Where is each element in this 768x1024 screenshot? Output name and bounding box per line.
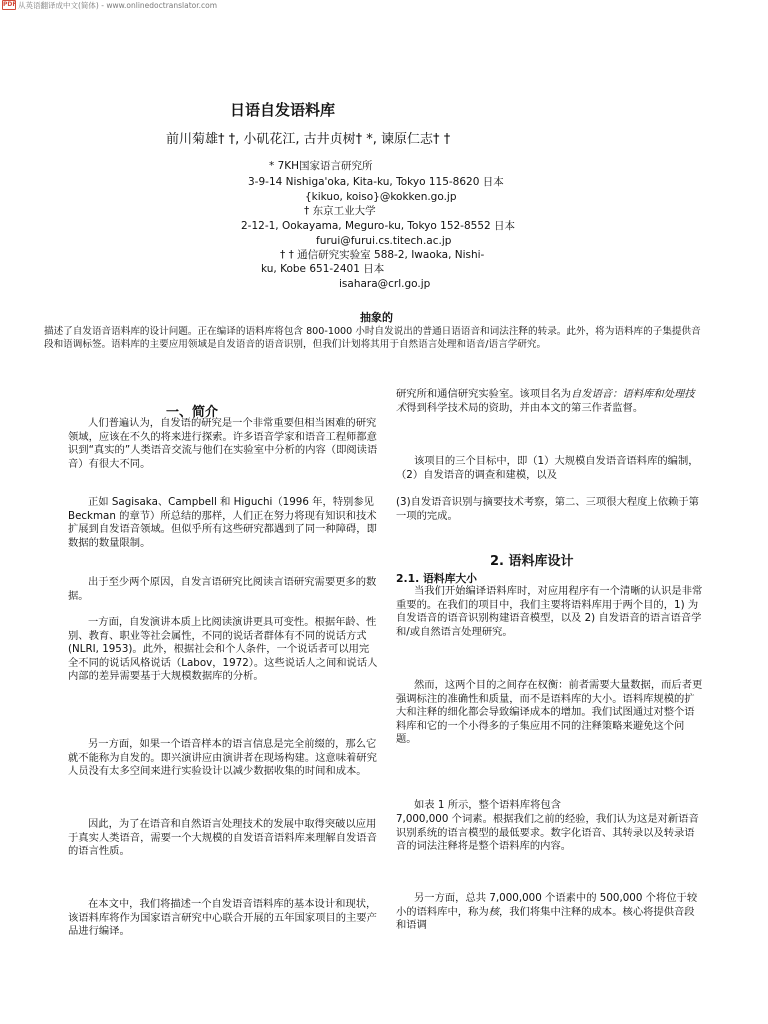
affiliation-line: † † 通信研究实验室 588-2, Iwaoka, Nishi- xyxy=(280,249,485,261)
paragraph: 出于至少两个原因，自发言语研究比阅读言语研究需要更多的数据。 xyxy=(68,576,377,602)
paragraph-text: 得到科学技术局的资助，并由本文的第三作者监督。 xyxy=(406,401,644,414)
paragraph: 另一方面，如果一个语音样本的语言信息是完全前缀的，那么它就不能称为自发的。即兴演讲应由演讲者在现场构建。这意味着研究人员没有太多空间来进行实验设计以减少数据收集的时间和成本。 xyxy=(68,738,377,778)
affiliation-line: † 东京工业大学 xyxy=(304,205,376,217)
watermark-text: 从英语翻译成中文(简体) - www.onlinedoctranslator.com xyxy=(18,0,218,10)
affiliation-line: ku, Kobe 651-2401 日本 xyxy=(261,263,385,275)
affiliation-line: 3-9-14 Nishiga'oka, Kita-ku, Tokyo 115-8620 日本 xyxy=(248,176,504,188)
affiliation-line: * 7KH国家语言研究所 xyxy=(269,160,373,172)
section-heading-corpus-design: 2. 语料库设计 xyxy=(490,554,574,569)
abstract-heading: 抽象的 xyxy=(360,311,393,324)
affiliation-email: {kikuo, koiso}@kokken.go.jp xyxy=(305,191,457,203)
paragraph xyxy=(396,388,704,415)
affiliation-line: 2-12-1, Ookayama, Meguro-ku, Tokyo 152-8552 日本 xyxy=(241,220,516,232)
paragraph: 然而，这两个目的之间存在权衡：前者需要大量数据，而后者更强调标注的准确性和质量，而不是语料库的大小。语料库规模的扩大和注释的细化都会导致编译成本的增加。我们试图通过对整个语料库和它的一个小得多的子集应用不同的注释策略来避免这个问题。 xyxy=(396,679,703,746)
affiliation-email: furui@furui.cs.titech.ac.jp xyxy=(316,235,452,247)
translator-watermark xyxy=(2,0,217,10)
subsection-heading-corpus-size: 2.1. 语料库大小 xyxy=(396,572,477,585)
paragraph: 该项目的三个目标中，即（1）大规模自发语音语料库的编制，（2）自发语音的调查和建模，以及 xyxy=(396,455,699,481)
paragraph: 一方面，自发演讲本质上比阅读演讲更具可变性。根据年龄、性别、教育、职业等社会属性，不同的说话者群体有不同的说话方式 (NLRI, 1953)。此外，根据社会和个人条件，一个说话者可以用完全不同的说话风格说话（Labov，1972）。这些说话人之间和说话人内部的差异需要基于大规模数据库的分析。 xyxy=(68,616,378,683)
emphasized-term: 核 xyxy=(488,905,499,918)
paragraph-text: 另一方面，总共 7,000,000 个语素中的 500,000 个将位于较小的语料库中，称为 xyxy=(396,892,698,918)
paragraph: 当我们开始编译语料库时，对应用程序有一个清晰的认识是非常重要的。在我们的项目中，我们主要将语料库用于两个目的，1) 为自发语音的语音识别构建语音模型，以及 2) 自发语音的语言语音学和/或自然语言处理研究。 xyxy=(396,585,703,638)
paragraph: (3)自发语音识别与摘要技术考察，第二、三项很大程度上依赖于第一项的完成。 xyxy=(396,496,699,522)
author-list: 前川菊雄† †, 小矶花江, 古井贞树† *, 谏原仁志† † xyxy=(166,132,451,147)
section-heading-introduction: 一、简介 xyxy=(166,405,219,420)
paper-title: 日语自发语料库 xyxy=(230,101,336,119)
paragraph: 如表 1 所示，整个语料库将包含 xyxy=(414,799,561,811)
affiliation-email: isahara@crl.go.jp xyxy=(339,278,431,290)
paragraph-text: 研究所和通信研究实验室。该项目名为 xyxy=(396,388,572,400)
abstract-text: 描述了自发语音语料库的设计问题。正在编译的语料库将包含 800-1000 小时自发说出的普通日语语音和词法注释的转录。此外，将为语料库的子集提供音段和语调标签。语料库的主要应用领域是自发语音的语音识别，但我们计划将其用于自然语言处理和语音/语言学研究。 xyxy=(44,326,701,350)
paragraph: 人们普遍认为，自发语的研究是一个非常重要但相当困难的研究领域，应该在不久的将来进行探索。许多语音学家和语音工程师都意识到“真实的”人类语音交流与他们在实验室中分析的内容（即阅读语音）有很大不同。 xyxy=(68,417,378,470)
paragraph: 正如 Sagisaka、Campbell 和 Higuchi（1996 年，特别参见 Beckman 的章节）所总结的那样，人们正在努力将现有知识和技术扩展到自发语音领域。但似乎所有这些研究都遇到了同一种障碍，即数据的数量限制。 xyxy=(68,496,377,549)
pdf-icon: PDF xyxy=(3,1,17,8)
project-name: 自发语音：语料库和处理技术 xyxy=(396,388,695,414)
paragraph: 在本文中，我们将描述一个自发语音语料库的基本设计和现状，该语料库将作为国家语言研究中心联合开展的五年国家项目的主要产品进行编译。 xyxy=(68,898,377,938)
paragraph: 7,000,000 个词素。根据我们之前的经验，我们认为这是对新语音识别系统的语言模型的最低要求。数字化语音、其转录以及转录语音的词法注释将是整个语料库的内容。 xyxy=(396,813,699,853)
paragraph-text: ，我们将集中注释的成本。核心将提供音段和语调 xyxy=(396,905,695,932)
paragraph xyxy=(396,892,704,933)
paragraph: 因此，为了在语音和自然语言处理技术的发展中取得突破以应用于真实人类语音，需要一个大规模的自发语音语料库来理解自发语音的语言性质。 xyxy=(68,818,377,858)
